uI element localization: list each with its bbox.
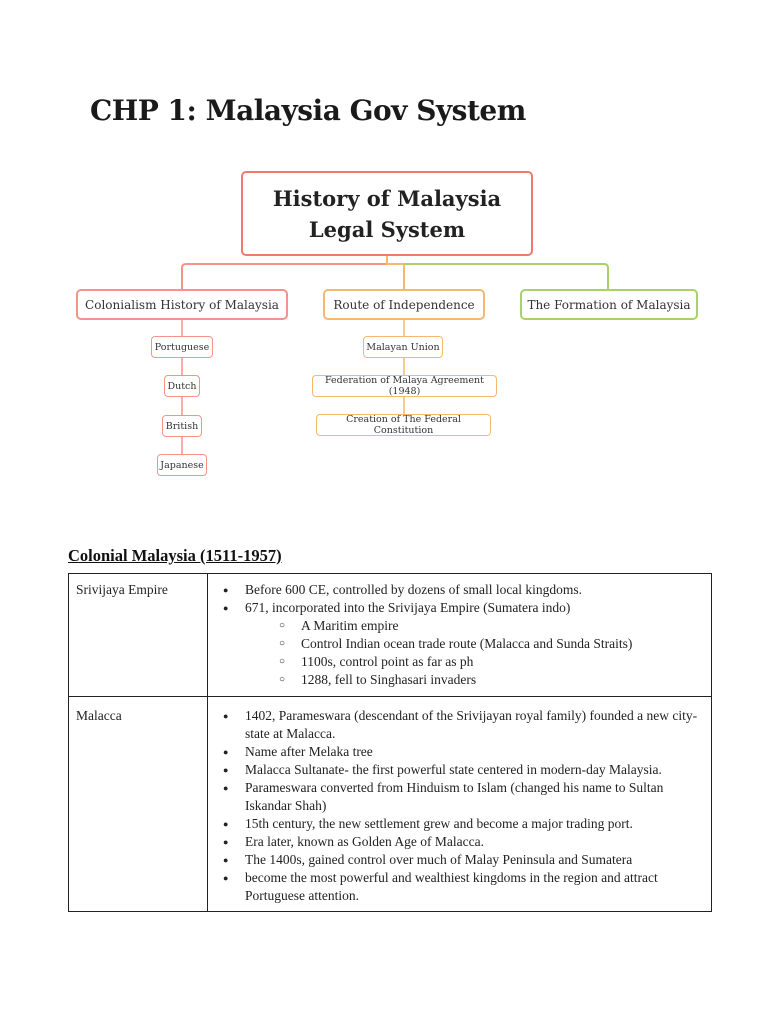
branch-formation-of-malaysia: The Formation of Malaysia — [520, 289, 698, 320]
connector-root-to-colonialism — [182, 255, 387, 290]
list-item: ● 15th century, the new settlement grew and become a major trading port. — [245, 815, 704, 833]
era-cell: Malacca — [69, 697, 208, 912]
branch-route-of-independence: Route of Independence — [323, 289, 485, 320]
diagram-root-node: History of Malaysia Legal System — [241, 171, 533, 256]
table-row — [69, 697, 712, 912]
sub-list-item: ○ A Maritim empire — [301, 617, 704, 635]
node-federation-agreement: Federation of Malaya Agreement (1948) — [312, 375, 497, 397]
list-item: ● Name after Melaka tree — [245, 743, 704, 761]
details-cell — [208, 697, 712, 912]
section-heading: Colonial Malaysia (1511-1957) — [68, 546, 282, 565]
node-federal-constitution: Creation of The Federal Constitution — [316, 414, 491, 436]
list-item: ● Malacca Sultanate- the first powerful state centered in modern-day Malaysia. — [245, 761, 704, 779]
sub-list-item: ○ 1100s, control point as far as ph — [301, 653, 704, 671]
list-item: ● become the most powerful and wealthiest kingdoms in the region and attract Portuguese attention. — [245, 869, 704, 905]
page-title: CHP 1: Malaysia Gov System — [90, 94, 526, 127]
bullet-text: 671, incorporated into the Srivijaya Empire (Sumatera indo) — [245, 600, 571, 615]
node-malayan-union: Malayan Union — [363, 336, 443, 358]
table-row — [69, 574, 712, 697]
era-cell: Srivijaya Empire — [69, 574, 208, 697]
node-dutch: Dutch — [164, 375, 200, 397]
list-item — [245, 581, 704, 599]
bullet-text: Before 600 CE, controlled by dozens of small local kingdoms. — [245, 582, 583, 597]
sub-list-item: ○ 1288, fell to Singhasari invaders — [301, 671, 704, 689]
colonial-table — [68, 573, 712, 912]
list-item: ● Era later, known as Golden Age of Malacca. — [245, 833, 704, 851]
details-cell — [208, 574, 712, 697]
list-item: ● Parameswara converted from Hinduism to Islam (changed his name to Sultan Iskandar Shah) — [245, 779, 704, 815]
list-item — [245, 599, 704, 689]
connector-root-to-independence — [387, 255, 404, 290]
node-british: British — [162, 415, 202, 437]
node-portuguese: Portuguese — [151, 336, 213, 358]
sub-list-item: ○ Control Indian ocean trade route (Malacca and Sunda Straits) — [301, 635, 704, 653]
node-japanese: Japanese — [157, 454, 207, 476]
list-item: ● The 1400s, gained control over much of Malay Peninsula and Sumatera — [245, 851, 704, 869]
connector-root-to-formation — [404, 264, 608, 290]
branch-colonialism-history: Colonialism History of Malaysia — [76, 289, 288, 320]
list-item: ● 1402, Parameswara (descendant of the Srivijayan royal family) founded a new city-state at Malacca. — [245, 707, 704, 743]
mind-map-diagram — [0, 160, 768, 490]
